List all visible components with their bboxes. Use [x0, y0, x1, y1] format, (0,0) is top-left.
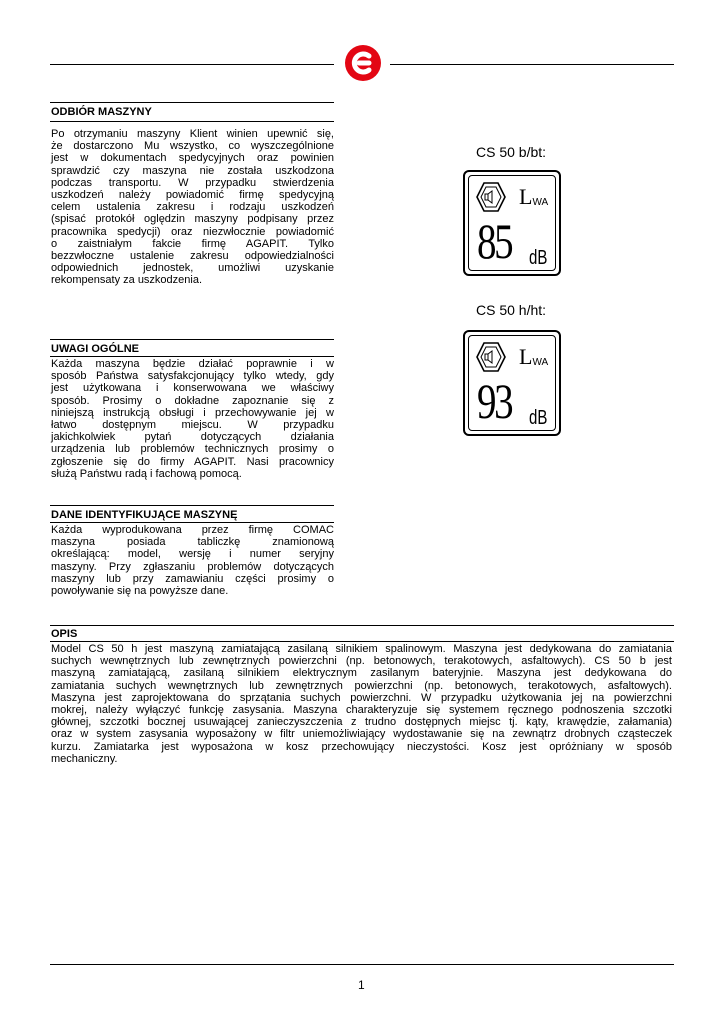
- text-line: jest użytkowana i konserwowana we właściwy: [51, 382, 334, 395]
- section-title-dane: DANE IDENTYFIKUJĄCE MASZYNĘ: [51, 509, 238, 521]
- sound-power-icon: [476, 342, 510, 372]
- text-line: sprawdzić czy maszyna nie została uszkodzona: [51, 164, 334, 177]
- text-line: zamiatania suchych wewnętrznych lub zewnętrznych powierzchni (np. betonowych, terakotowych, asfaltowych).: [51, 679, 672, 692]
- text-line: uszkodzeń należy powiadomić firmę spedycyjną: [51, 189, 334, 202]
- paragraph-odbior: [51, 128, 334, 287]
- text-line: odpowiednich jednostek, umożliwi uzyskanie: [51, 262, 334, 275]
- section-rule: [50, 505, 334, 506]
- text-line: mokrej, należy wyłączyć funkcję zasysania. Maszyna charakteryzuje się systemem ręcznego podnoszenia szczotki: [51, 704, 672, 717]
- text-line: jakichkolwiek pytań dotyczących działania: [51, 431, 334, 444]
- text-line: pracownika spedycji) oraz niezwłocznie powiadomić: [51, 225, 334, 238]
- text-line: jest w dokumentach spedycyjnych oraz powinien: [51, 152, 334, 165]
- paragraph-opis: [51, 643, 672, 765]
- section-rule: [50, 121, 334, 122]
- section-title-odbior: ODBIÓR MASZYNY: [51, 106, 152, 118]
- model-label-cs50b: CS 50 b/bt:: [476, 144, 547, 160]
- comac-logo-icon: [344, 44, 382, 82]
- text-line: maszyny lub przy zamawianiu części prosimy o: [51, 572, 334, 585]
- noise-label-box: [463, 170, 561, 276]
- text-line: celem ustalenia zakresu i rodzaju uszkodzeń: [51, 201, 334, 214]
- lwa-symbol: [519, 346, 548, 374]
- lwa-subscript: WA: [532, 197, 549, 208]
- text-line: zgłoszenie się do firmy AGAPIT. Nasi pracownicy: [51, 455, 334, 468]
- noise-value: 93: [477, 373, 512, 429]
- text-line: maszyny. Przy zgłaszaniu problemów dotyczących: [51, 560, 334, 573]
- text-line: maszyna posiada tabliczkę znamionową: [51, 536, 334, 549]
- text-line: określającą: model, wersję i numer seryjny: [51, 548, 334, 561]
- text-line: bezzwłoczne ustalenie zakresu odpowiedzialności: [51, 250, 334, 263]
- text-line: że dostarczono Mu wszystko, co wyszczególnione: [51, 140, 334, 153]
- text-line: o zaistniałym fakcie firmę AGAPIT. Tylko: [51, 237, 334, 250]
- text-line: służą Państwu radą i fachową pomocą.: [51, 467, 242, 480]
- lwa-symbol: [519, 186, 548, 214]
- section-rule: [50, 522, 334, 523]
- page-number: 1: [358, 978, 365, 992]
- text-line: podczas transportu. W przypadku stwierdzenia: [51, 176, 334, 189]
- paragraph-uwagi: [51, 358, 334, 480]
- text-line: głównej, szczotki bocznej usuwającej zanieczyszczenia z trudno dostępnych miejsc tj. kąty, krawędzie, załamania): [51, 716, 672, 729]
- header-rule-right: [390, 64, 674, 65]
- text-line: sposób. Prosimy o dokładne zapoznanie się z: [51, 394, 334, 407]
- text-line: maszyną zamiatającą, zasilaną silnikiem elektrycznym zasilanym bateryjnie. Maszyna jest dedykowana do: [51, 667, 672, 680]
- model-label-cs50h: CS 50 h/ht:: [476, 302, 547, 318]
- section-rule: [50, 356, 334, 357]
- section-rule: [50, 339, 334, 340]
- noise-label-box: [463, 330, 561, 436]
- text-line: kurzu. Zamiatarka jest wyposażona w kosz przechowujący nieczystości. Kosz jest opróżniany w sposób: [51, 740, 672, 753]
- text-line: powoływanie się na powyższe dane.: [51, 585, 229, 598]
- lwa-subscript: WA: [532, 357, 549, 368]
- section-title-opis: OPIS: [51, 628, 78, 640]
- text-line: Po otrzymaniu maszyny Klient winien upewnić się,: [51, 128, 334, 140]
- text-line: Każda wyprodukowana przez firmę COMAC: [51, 524, 334, 536]
- header-rule-left: [50, 64, 334, 65]
- text-line: rekompensaty za uszkodzenia.: [51, 274, 203, 287]
- text-line: mechaniczny.: [51, 752, 118, 765]
- noise-unit: dB: [529, 407, 548, 429]
- text-line: niniejszą instrukcją obsługi i przechowywanie jej w: [51, 406, 334, 419]
- text-line: Maszyna jest zaprojektowana do sprzątania suchych powierzchni. W przypadku użytkowania jej na powierzchni: [51, 691, 672, 704]
- text-line: urządzenia lub problemów technicznych prosimy o: [51, 443, 334, 456]
- section-rule: [50, 625, 674, 626]
- sound-power-icon: [476, 182, 510, 212]
- text-line: Każda maszyna będzie działać poprawnie i w: [51, 358, 334, 370]
- footer-rule: [50, 964, 674, 965]
- text-line: suchych wewnętrznych lub zewnętrznych powierzchni (np. betonowych, terakotowych, asfaltowych). CS 50 b jest: [51, 655, 672, 668]
- paragraph-dane: [51, 524, 334, 597]
- noise-value: 85: [477, 213, 512, 269]
- text-line: Model CS 50 h jest maszyną zamiatającą zasilaną silnikiem spalinowym. Maszyna jest dedykowana do zamiatania: [51, 643, 672, 655]
- noise-unit: dB: [529, 247, 548, 269]
- lwa-letter: L: [519, 184, 533, 209]
- text-line: łatwo dostępnym miejscu. W przypadku: [51, 419, 334, 432]
- lwa-letter: L: [519, 344, 533, 369]
- section-title-uwagi: UWAGI OGÓLNE: [51, 343, 139, 355]
- text-line: oraz w system zasysania wyposażony w filtr uniemożliwiający wydostawanie się na zewnątrz drobnych cząsteczek: [51, 728, 672, 741]
- section-rule: [50, 641, 674, 642]
- section-rule: [50, 102, 334, 103]
- text-line: (spisać protokół oględzin maszyny podpisany przez: [51, 213, 334, 226]
- text-line: sposób Państwa satysfakcjonujący tylko wtedy, gdy: [51, 370, 334, 383]
